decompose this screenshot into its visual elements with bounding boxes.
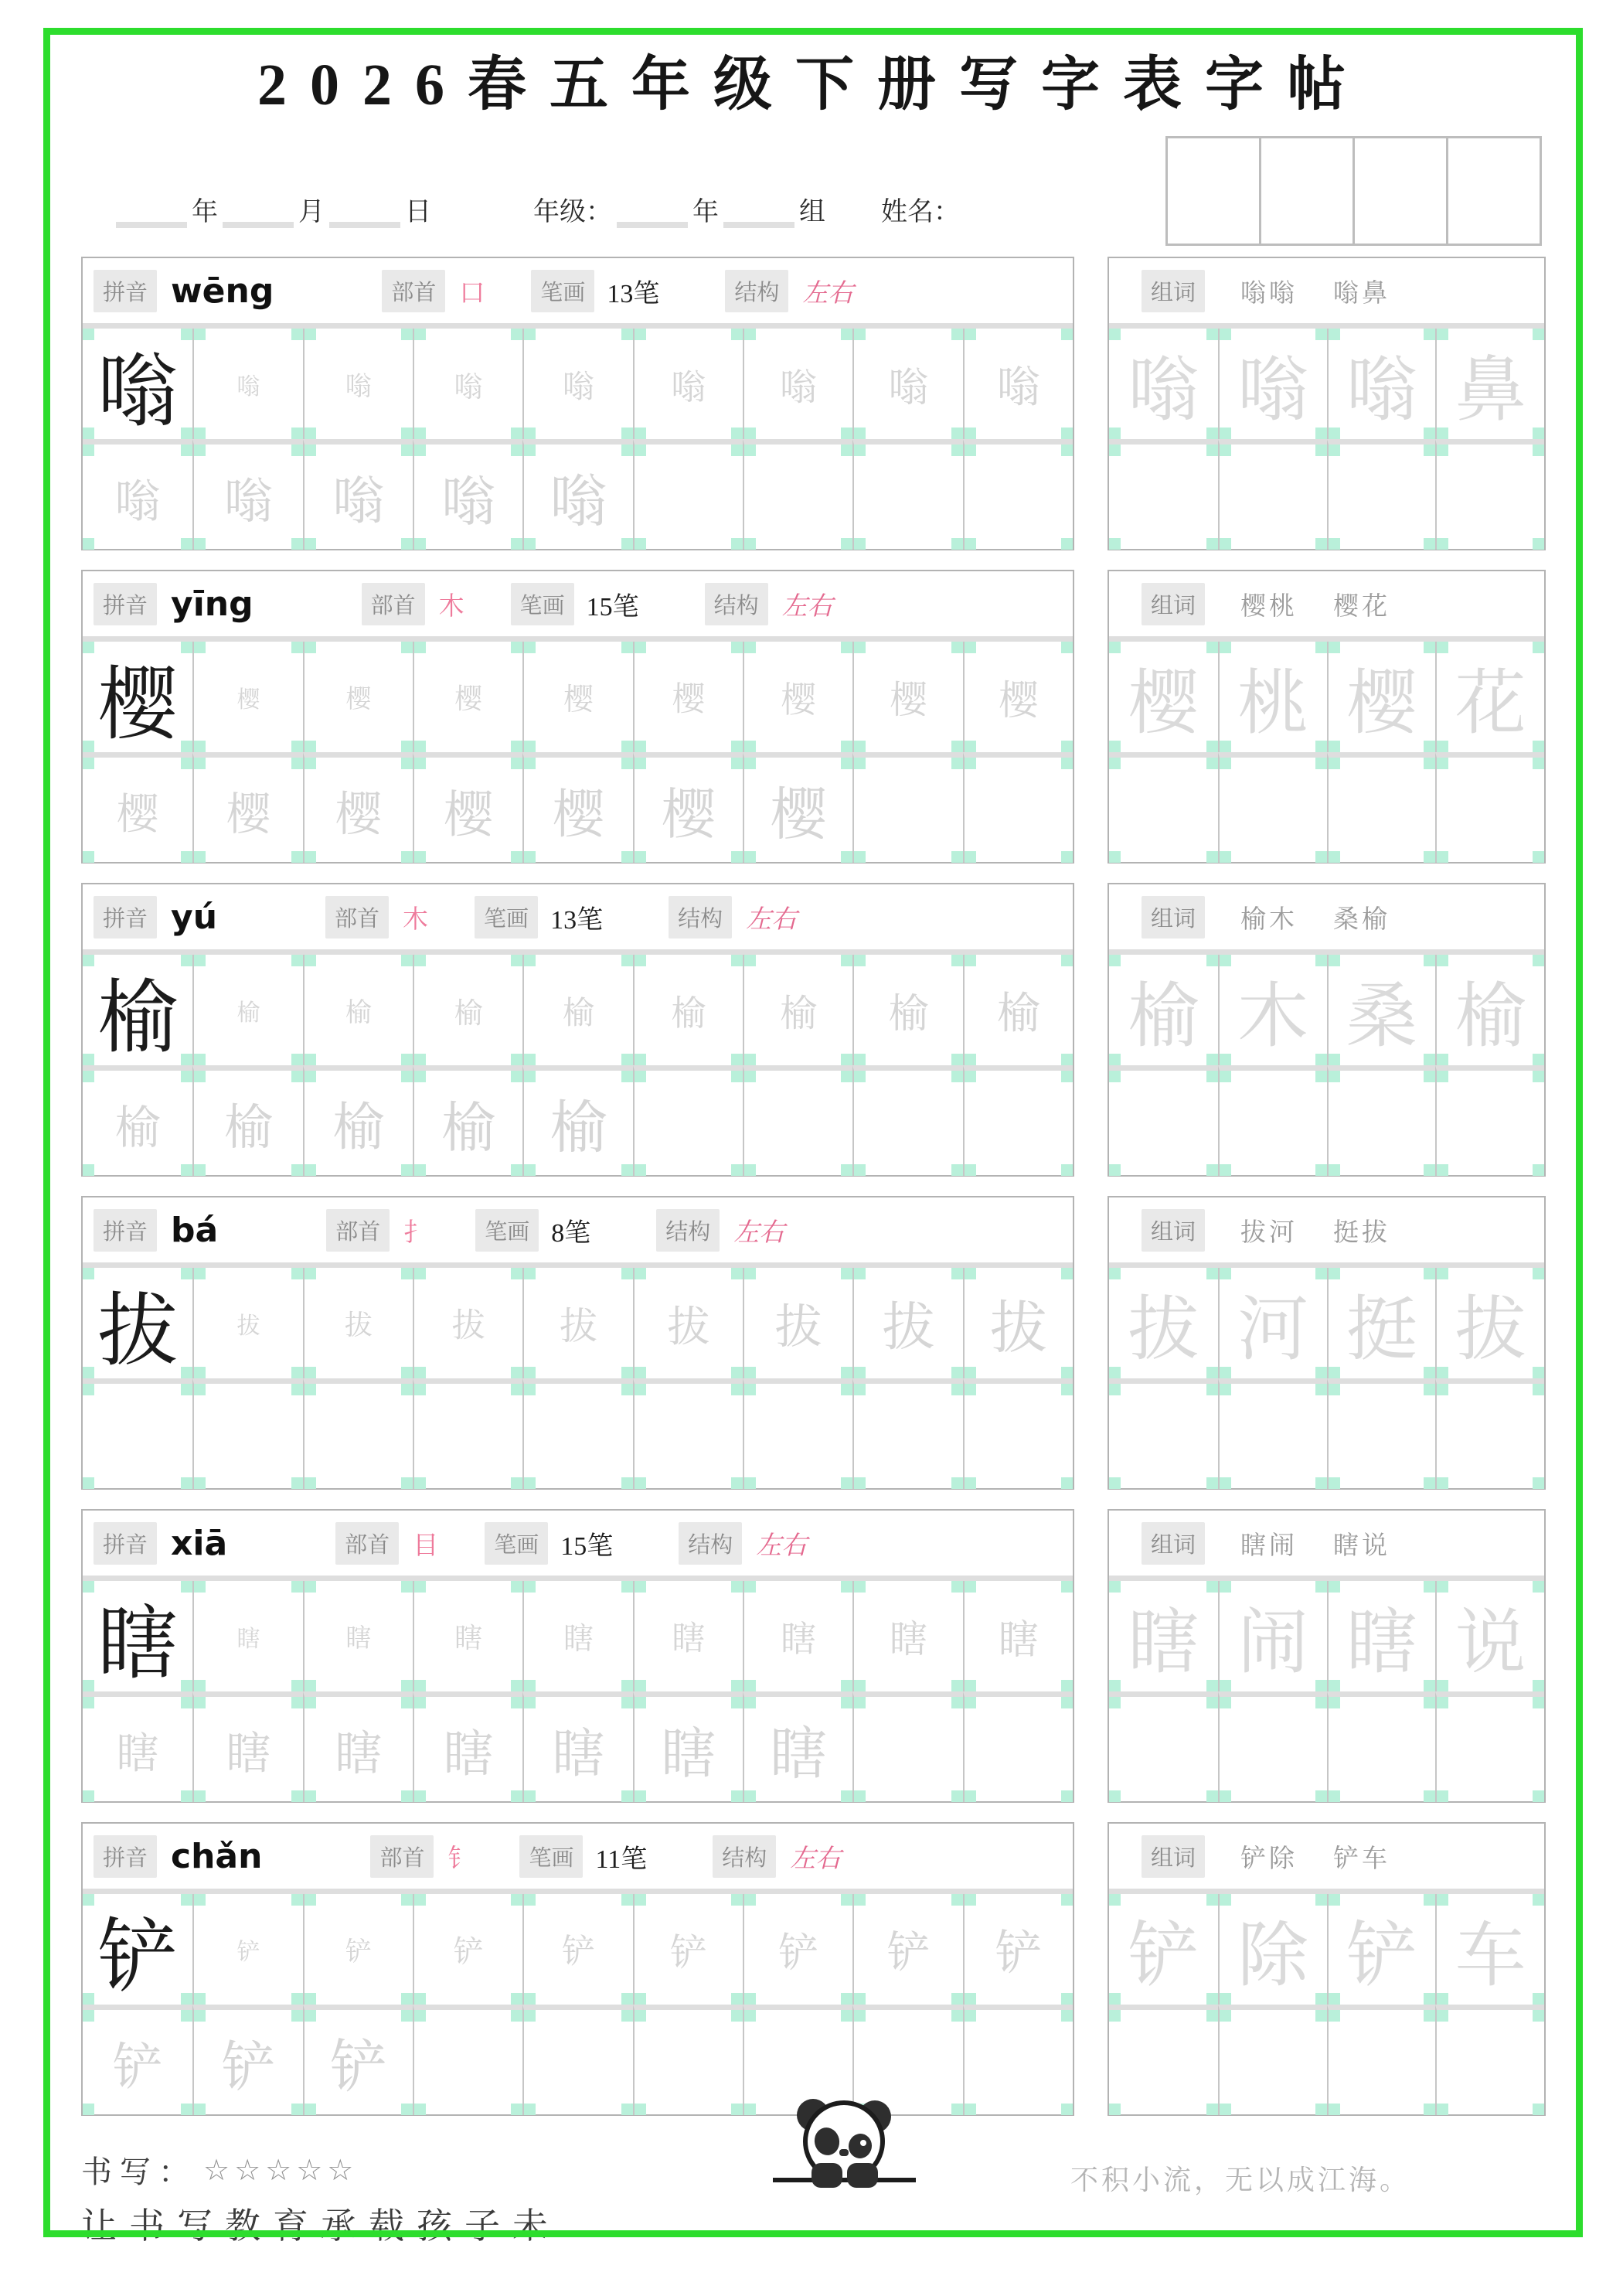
stroke-trace-cell: 榆 [192, 955, 302, 1065]
words-grid [1109, 1262, 1544, 1489]
stroke-trace-cell: 嗡 [83, 439, 192, 550]
words-label: 组词 [1142, 1835, 1205, 1878]
grade-blank [617, 192, 688, 228]
word-trace-cell: 车 [1435, 1894, 1544, 2005]
strokes-label: 笔画 [475, 896, 538, 938]
word-trace-cell: 桑 [1327, 955, 1436, 1065]
word-example: 铲除 [1240, 1845, 1298, 1873]
stroke-trace-cell: 铲 [303, 1894, 413, 2005]
grade-unit-label: 年 [692, 198, 719, 227]
word-example: 瞎闹 [1240, 1531, 1298, 1560]
example-character: 拔 [83, 1268, 192, 1378]
name-write-boxes [1165, 136, 1542, 246]
stroke-trace-cell: 榆 [633, 955, 743, 1065]
writing-label: 书写： [81, 2155, 197, 2189]
year-label: 年 [192, 198, 218, 227]
structure-label: 结构 [713, 1835, 776, 1878]
stroke-trace-cell: 瞎 [192, 1581, 302, 1691]
stroke-trace-cell: 瞎 [303, 1581, 413, 1691]
stroke-trace-cell: 樱 [852, 642, 962, 752]
stroke-trace-cell: 瞎 [522, 1581, 632, 1691]
pinyin-label: 拼音 [94, 270, 157, 312]
pinyin-value: yú [171, 897, 218, 937]
word-example: 樱桃 [1240, 592, 1298, 621]
word-trace-cell: 嗡 [1109, 329, 1218, 439]
month-blank [223, 192, 294, 228]
character-section-榆 [81, 883, 1546, 1177]
word-example: 榆木 [1240, 905, 1298, 934]
practice-grid [83, 1576, 1073, 1802]
stroke-trace-cell: 瞎 [852, 1581, 962, 1691]
radical-value: 木 [438, 592, 464, 621]
word-trace-cell: 木 [1218, 955, 1327, 1065]
empty-word-cell [1109, 1065, 1218, 1176]
stroke-trace-cell: 樱 [192, 642, 302, 752]
words-label: 组词 [1142, 896, 1205, 938]
year-blank [116, 192, 187, 228]
stroke-trace-cell: 樱 [192, 752, 302, 863]
stroke-trace-cell: 铲 [743, 1894, 852, 2005]
empty-practice-cell [852, 1378, 962, 1489]
empty-practice-cell [303, 1378, 413, 1489]
stroke-trace-cell: 樱 [303, 752, 413, 863]
stroke-trace-cell: 樱 [743, 752, 852, 863]
structure-value: 左右 [781, 592, 833, 621]
radical-value: 木 [403, 905, 429, 934]
empty-word-cell [1109, 752, 1218, 863]
panda-icon [773, 2086, 916, 2221]
word-trace-cell: 瞎 [1109, 1581, 1218, 1691]
stroke-trace-cell: 铲 [413, 1894, 522, 2005]
stroke-trace-cell: 铲 [633, 1894, 743, 2005]
empty-word-cell [1327, 439, 1436, 550]
stroke-trace-cell: 嗡 [852, 329, 962, 439]
empty-word-cell [1218, 1378, 1327, 1489]
empty-practice-cell [963, 439, 1073, 550]
stroke-trace-cell: 樱 [963, 642, 1073, 752]
radical-label: 部首 [370, 1835, 434, 1878]
word-example: 嗡鼻 [1333, 279, 1391, 308]
pinyin-value: wēng [171, 271, 274, 311]
radical-label: 部首 [362, 583, 425, 625]
stroke-trace-cell: 瞎 [633, 1691, 743, 1802]
stroke-trace-cell: 瞎 [743, 1691, 852, 1802]
empty-word-cell [1435, 1065, 1544, 1176]
character-section-铲 [81, 1822, 1546, 2116]
stroke-trace-cell: 榆 [413, 1065, 522, 1176]
structure-value: 左右 [790, 1845, 842, 1873]
empty-word-cell [1435, 752, 1544, 863]
structure-value: 左右 [756, 1531, 808, 1560]
stroke-trace-cell: 拔 [743, 1268, 852, 1378]
stroke-trace-cell: 瞎 [743, 1581, 852, 1691]
stroke-trace-cell: 嗡 [743, 329, 852, 439]
stroke-trace-cell: 嗡 [303, 439, 413, 550]
stroke-trace-cell: 铲 [83, 2005, 192, 2115]
word-trace-cell: 挺 [1327, 1268, 1436, 1378]
words-grid [1109, 1576, 1544, 1802]
stroke-trace-cell: 嗡 [413, 329, 522, 439]
example-character: 榆 [83, 955, 192, 1065]
words-block [1108, 1509, 1546, 1803]
empty-word-cell [1218, 1065, 1327, 1176]
empty-practice-cell [522, 2005, 632, 2115]
example-character: 嗡 [83, 329, 192, 439]
stroke-trace-cell: 樱 [633, 642, 743, 752]
month-label: 月 [298, 198, 325, 227]
pinyin-label: 拼音 [94, 1835, 157, 1878]
structure-label: 结构 [669, 896, 732, 938]
empty-practice-cell [522, 1378, 632, 1489]
name-box [1352, 136, 1448, 246]
stroke-trace-cell: 嗡 [303, 329, 413, 439]
stroke-trace-cell: 樱 [413, 642, 522, 752]
word-example: 樱花 [1333, 592, 1391, 621]
section-header [83, 1197, 1073, 1262]
stroke-trace-cell: 嗡 [963, 329, 1073, 439]
name-box [1165, 136, 1261, 246]
empty-word-cell [1327, 1065, 1436, 1176]
empty-word-cell [1218, 2005, 1327, 2115]
example-character: 铲 [83, 1894, 192, 2005]
name-box [1446, 136, 1542, 246]
stroke-trace-cell: 榆 [522, 955, 632, 1065]
stroke-trace-cell: 瞎 [192, 1691, 302, 1802]
practice-block [81, 257, 1074, 550]
word-trace-cell: 拔 [1109, 1268, 1218, 1378]
stroke-trace-cell: 榆 [303, 955, 413, 1065]
empty-practice-cell [852, 1691, 962, 1802]
empty-practice-cell [413, 2005, 522, 2115]
empty-word-cell [1435, 1378, 1544, 1489]
stroke-trace-cell: 榆 [413, 955, 522, 1065]
word-trace-cell: 瞎 [1327, 1581, 1436, 1691]
word-trace-cell: 樱 [1327, 642, 1436, 752]
practice-block [81, 1822, 1074, 2116]
strokes-value: 15笔 [586, 592, 639, 622]
word-trace-cell: 桃 [1218, 642, 1327, 752]
empty-word-cell [1435, 1691, 1544, 1802]
empty-practice-cell [743, 1065, 852, 1176]
word-trace-cell: 花 [1435, 642, 1544, 752]
words-label: 组词 [1142, 1522, 1205, 1565]
words-block [1108, 570, 1546, 864]
strokes-value: 8笔 [551, 1218, 591, 1248]
empty-word-cell [1109, 1378, 1218, 1489]
empty-practice-cell [83, 1378, 192, 1489]
empty-practice-cell [743, 439, 852, 550]
stroke-trace-cell: 嗡 [522, 329, 632, 439]
stroke-trace-cell: 樱 [83, 752, 192, 863]
pinyin-value: bá [171, 1210, 219, 1250]
empty-practice-cell [633, 2005, 743, 2115]
word-example: 拔河 [1240, 1218, 1298, 1247]
stroke-trace-cell: 铲 [522, 1894, 632, 2005]
word-example: 瞎说 [1333, 1531, 1391, 1560]
stroke-trace-cell: 榆 [743, 955, 852, 1065]
pinyin-value: xiā [171, 1523, 228, 1563]
empty-word-cell [1327, 1378, 1436, 1489]
empty-practice-cell [963, 752, 1073, 863]
day-label: 日 [405, 198, 431, 227]
words-grid [1109, 1889, 1544, 2115]
structure-value: 左右 [746, 905, 798, 934]
pinyin-label: 拼音 [94, 1209, 157, 1252]
stroke-trace-cell: 瞎 [633, 1581, 743, 1691]
stroke-trace-cell: 樱 [743, 642, 852, 752]
radical-value: 目 [413, 1531, 439, 1560]
footer-slogan: 让书写教育承载孩子未 [81, 2206, 560, 2246]
stroke-trace-cell: 樱 [413, 752, 522, 863]
words-grid [1109, 949, 1544, 1176]
word-trace-cell: 说 [1435, 1581, 1544, 1691]
character-section-拔 [81, 1196, 1546, 1490]
empty-word-cell [1327, 1691, 1436, 1802]
strokes-value: 15笔 [560, 1531, 614, 1561]
stroke-trace-cell: 拔 [192, 1268, 302, 1378]
structure-label: 结构 [656, 1209, 720, 1252]
word-trace-cell: 除 [1218, 1894, 1327, 2005]
stroke-trace-cell: 铲 [192, 1894, 302, 2005]
strokes-label: 笔画 [475, 1209, 539, 1252]
empty-practice-cell [633, 1065, 743, 1176]
empty-practice-cell [192, 1378, 302, 1489]
stroke-trace-cell: 樱 [633, 752, 743, 863]
stroke-trace-cell: 榆 [303, 1065, 413, 1176]
word-trace-cell: 榆 [1109, 955, 1218, 1065]
stroke-trace-cell: 瞎 [413, 1581, 522, 1691]
page-title: 2026春五年级下册写字表字帖 [257, 53, 1369, 118]
empty-word-cell [1109, 439, 1218, 550]
strokes-value: 11笔 [595, 1845, 648, 1874]
stroke-trace-cell: 榆 [852, 955, 962, 1065]
practice-block [81, 883, 1074, 1177]
empty-word-cell [1218, 752, 1327, 863]
day-blank [329, 192, 400, 228]
radical-value: 口 [459, 279, 485, 308]
stroke-trace-cell: 嗡 [633, 329, 743, 439]
empty-practice-cell [963, 1378, 1073, 1489]
empty-word-cell [1327, 2005, 1436, 2115]
character-section-樱 [81, 570, 1546, 864]
practice-block [81, 1196, 1074, 1490]
stroke-trace-cell: 拔 [303, 1268, 413, 1378]
empty-word-cell [1435, 2005, 1544, 2115]
radical-label: 部首 [382, 270, 445, 312]
section-header [83, 571, 1073, 636]
word-trace-cell: 樱 [1109, 642, 1218, 752]
words-block [1108, 257, 1546, 550]
practice-grid [83, 323, 1073, 550]
pinyin-label: 拼音 [94, 1522, 157, 1565]
empty-practice-cell [852, 752, 962, 863]
footer-quote: 不积小流，无以成江海。 [1070, 2165, 1411, 2196]
word-trace-cell: 嗡 [1327, 329, 1436, 439]
structure-label: 结构 [705, 583, 768, 625]
empty-practice-cell [963, 1065, 1073, 1176]
empty-practice-cell [963, 1691, 1073, 1802]
practice-grid [83, 1889, 1073, 2115]
word-trace-cell: 榆 [1435, 955, 1544, 1065]
pinyin-value: yīng [171, 584, 253, 624]
words-header [1109, 884, 1544, 949]
stroke-trace-cell: 嗡 [413, 439, 522, 550]
stroke-trace-cell: 樱 [522, 752, 632, 863]
radical-value: 钅 [447, 1845, 474, 1873]
stroke-trace-cell: 榆 [963, 955, 1073, 1065]
stroke-trace-cell: 拔 [413, 1268, 522, 1378]
words-label: 组词 [1142, 583, 1205, 625]
grade-label: 年级： [533, 198, 612, 227]
structure-value: 左右 [802, 279, 854, 308]
empty-word-cell [1218, 1691, 1327, 1802]
radical-label: 部首 [325, 896, 389, 938]
word-example: 挺拔 [1333, 1218, 1391, 1247]
structure-label: 结构 [679, 1522, 742, 1565]
stroke-trace-cell: 铲 [852, 1894, 962, 2005]
class-blank [723, 192, 794, 228]
stroke-trace-cell: 拔 [852, 1268, 962, 1378]
word-trace-cell: 闹 [1218, 1581, 1327, 1691]
word-example: 嗡嗡 [1240, 279, 1298, 308]
practice-block [81, 570, 1074, 864]
strokes-value: 13笔 [607, 279, 660, 308]
stroke-trace-cell: 榆 [192, 1065, 302, 1176]
word-trace-cell: 拔 [1435, 1268, 1544, 1378]
strokes-label: 笔画 [519, 1835, 583, 1878]
words-label: 组词 [1142, 1209, 1205, 1252]
empty-practice-cell [633, 1378, 743, 1489]
stroke-trace-cell: 拔 [963, 1268, 1073, 1378]
empty-word-cell [1435, 439, 1544, 550]
word-trace-cell: 铲 [1109, 1894, 1218, 2005]
empty-word-cell [1327, 752, 1436, 863]
stroke-trace-cell: 嗡 [192, 329, 302, 439]
words-label: 组词 [1142, 270, 1205, 312]
empty-practice-cell [413, 1378, 522, 1489]
words-block [1108, 1822, 1546, 2116]
pinyin-label: 拼音 [94, 896, 157, 938]
stroke-trace-cell: 瞎 [413, 1691, 522, 1802]
stroke-trace-cell: 榆 [522, 1065, 632, 1176]
words-block [1108, 1196, 1546, 1490]
radical-label: 部首 [335, 1522, 399, 1565]
strokes-value: 13笔 [550, 905, 604, 935]
words-header [1109, 571, 1544, 636]
star-rating: ☆☆☆☆☆ [203, 2152, 359, 2187]
word-trace-cell: 鼻 [1435, 329, 1544, 439]
radical-value: 扌 [403, 1218, 430, 1247]
structure-value: 左右 [733, 1218, 785, 1247]
stroke-trace-cell: 樱 [303, 642, 413, 752]
empty-practice-cell [633, 439, 743, 550]
stroke-trace-cell: 拔 [522, 1268, 632, 1378]
practice-block [81, 1509, 1074, 1803]
character-section-瞎 [81, 1509, 1546, 1803]
example-character: 樱 [83, 642, 192, 752]
stroke-trace-cell: 瞎 [963, 1581, 1073, 1691]
section-header [83, 1511, 1073, 1576]
stroke-trace-cell: 嗡 [192, 439, 302, 550]
writing-rating [81, 2148, 358, 2192]
stroke-trace-cell: 榆 [83, 1065, 192, 1176]
name-box [1259, 136, 1355, 246]
words-block [1108, 883, 1546, 1177]
section-header [83, 258, 1073, 323]
word-example: 铲车 [1333, 1845, 1391, 1873]
word-trace-cell: 嗡 [1218, 329, 1327, 439]
strokes-label: 笔画 [511, 583, 574, 625]
stroke-trace-cell: 铲 [303, 2005, 413, 2115]
practice-grid [83, 1262, 1073, 1489]
words-grid [1109, 323, 1544, 550]
practice-grid [83, 636, 1073, 863]
stroke-trace-cell: 嗡 [522, 439, 632, 550]
class-unit-label: 组 [799, 198, 825, 227]
strokes-label: 笔画 [485, 1522, 548, 1565]
word-trace-cell: 铲 [1327, 1894, 1436, 2005]
stroke-trace-cell: 铲 [192, 2005, 302, 2115]
practice-grid [83, 949, 1073, 1176]
words-header [1109, 1511, 1544, 1576]
stroke-trace-cell: 瞎 [83, 1691, 192, 1802]
date-line [116, 190, 965, 228]
empty-practice-cell [852, 439, 962, 550]
words-grid [1109, 636, 1544, 863]
stroke-trace-cell: 瞎 [522, 1691, 632, 1802]
words-header [1109, 258, 1544, 323]
empty-practice-cell [963, 2005, 1073, 2115]
word-example: 桑榆 [1333, 905, 1391, 934]
stroke-trace-cell: 瞎 [303, 1691, 413, 1802]
pinyin-label: 拼音 [94, 583, 157, 625]
stroke-trace-cell: 铲 [963, 1894, 1073, 2005]
name-label: 姓名： [881, 198, 960, 227]
section-header [83, 884, 1073, 949]
word-trace-cell: 河 [1218, 1268, 1327, 1378]
character-section-嗡 [81, 257, 1546, 550]
words-header [1109, 1197, 1544, 1262]
stroke-trace-cell: 樱 [522, 642, 632, 752]
empty-word-cell [1218, 439, 1327, 550]
pinyin-value: chǎn [171, 1836, 263, 1876]
strokes-label: 笔画 [531, 270, 594, 312]
words-header [1109, 1824, 1544, 1889]
empty-word-cell [1109, 2005, 1218, 2115]
empty-practice-cell [852, 1065, 962, 1176]
stroke-trace-cell: 拔 [633, 1268, 743, 1378]
empty-practice-cell [743, 1378, 852, 1489]
empty-word-cell [1109, 1691, 1218, 1802]
structure-label: 结构 [725, 270, 788, 312]
radical-label: 部首 [326, 1209, 390, 1252]
example-character: 瞎 [83, 1581, 192, 1691]
section-header [83, 1824, 1073, 1889]
